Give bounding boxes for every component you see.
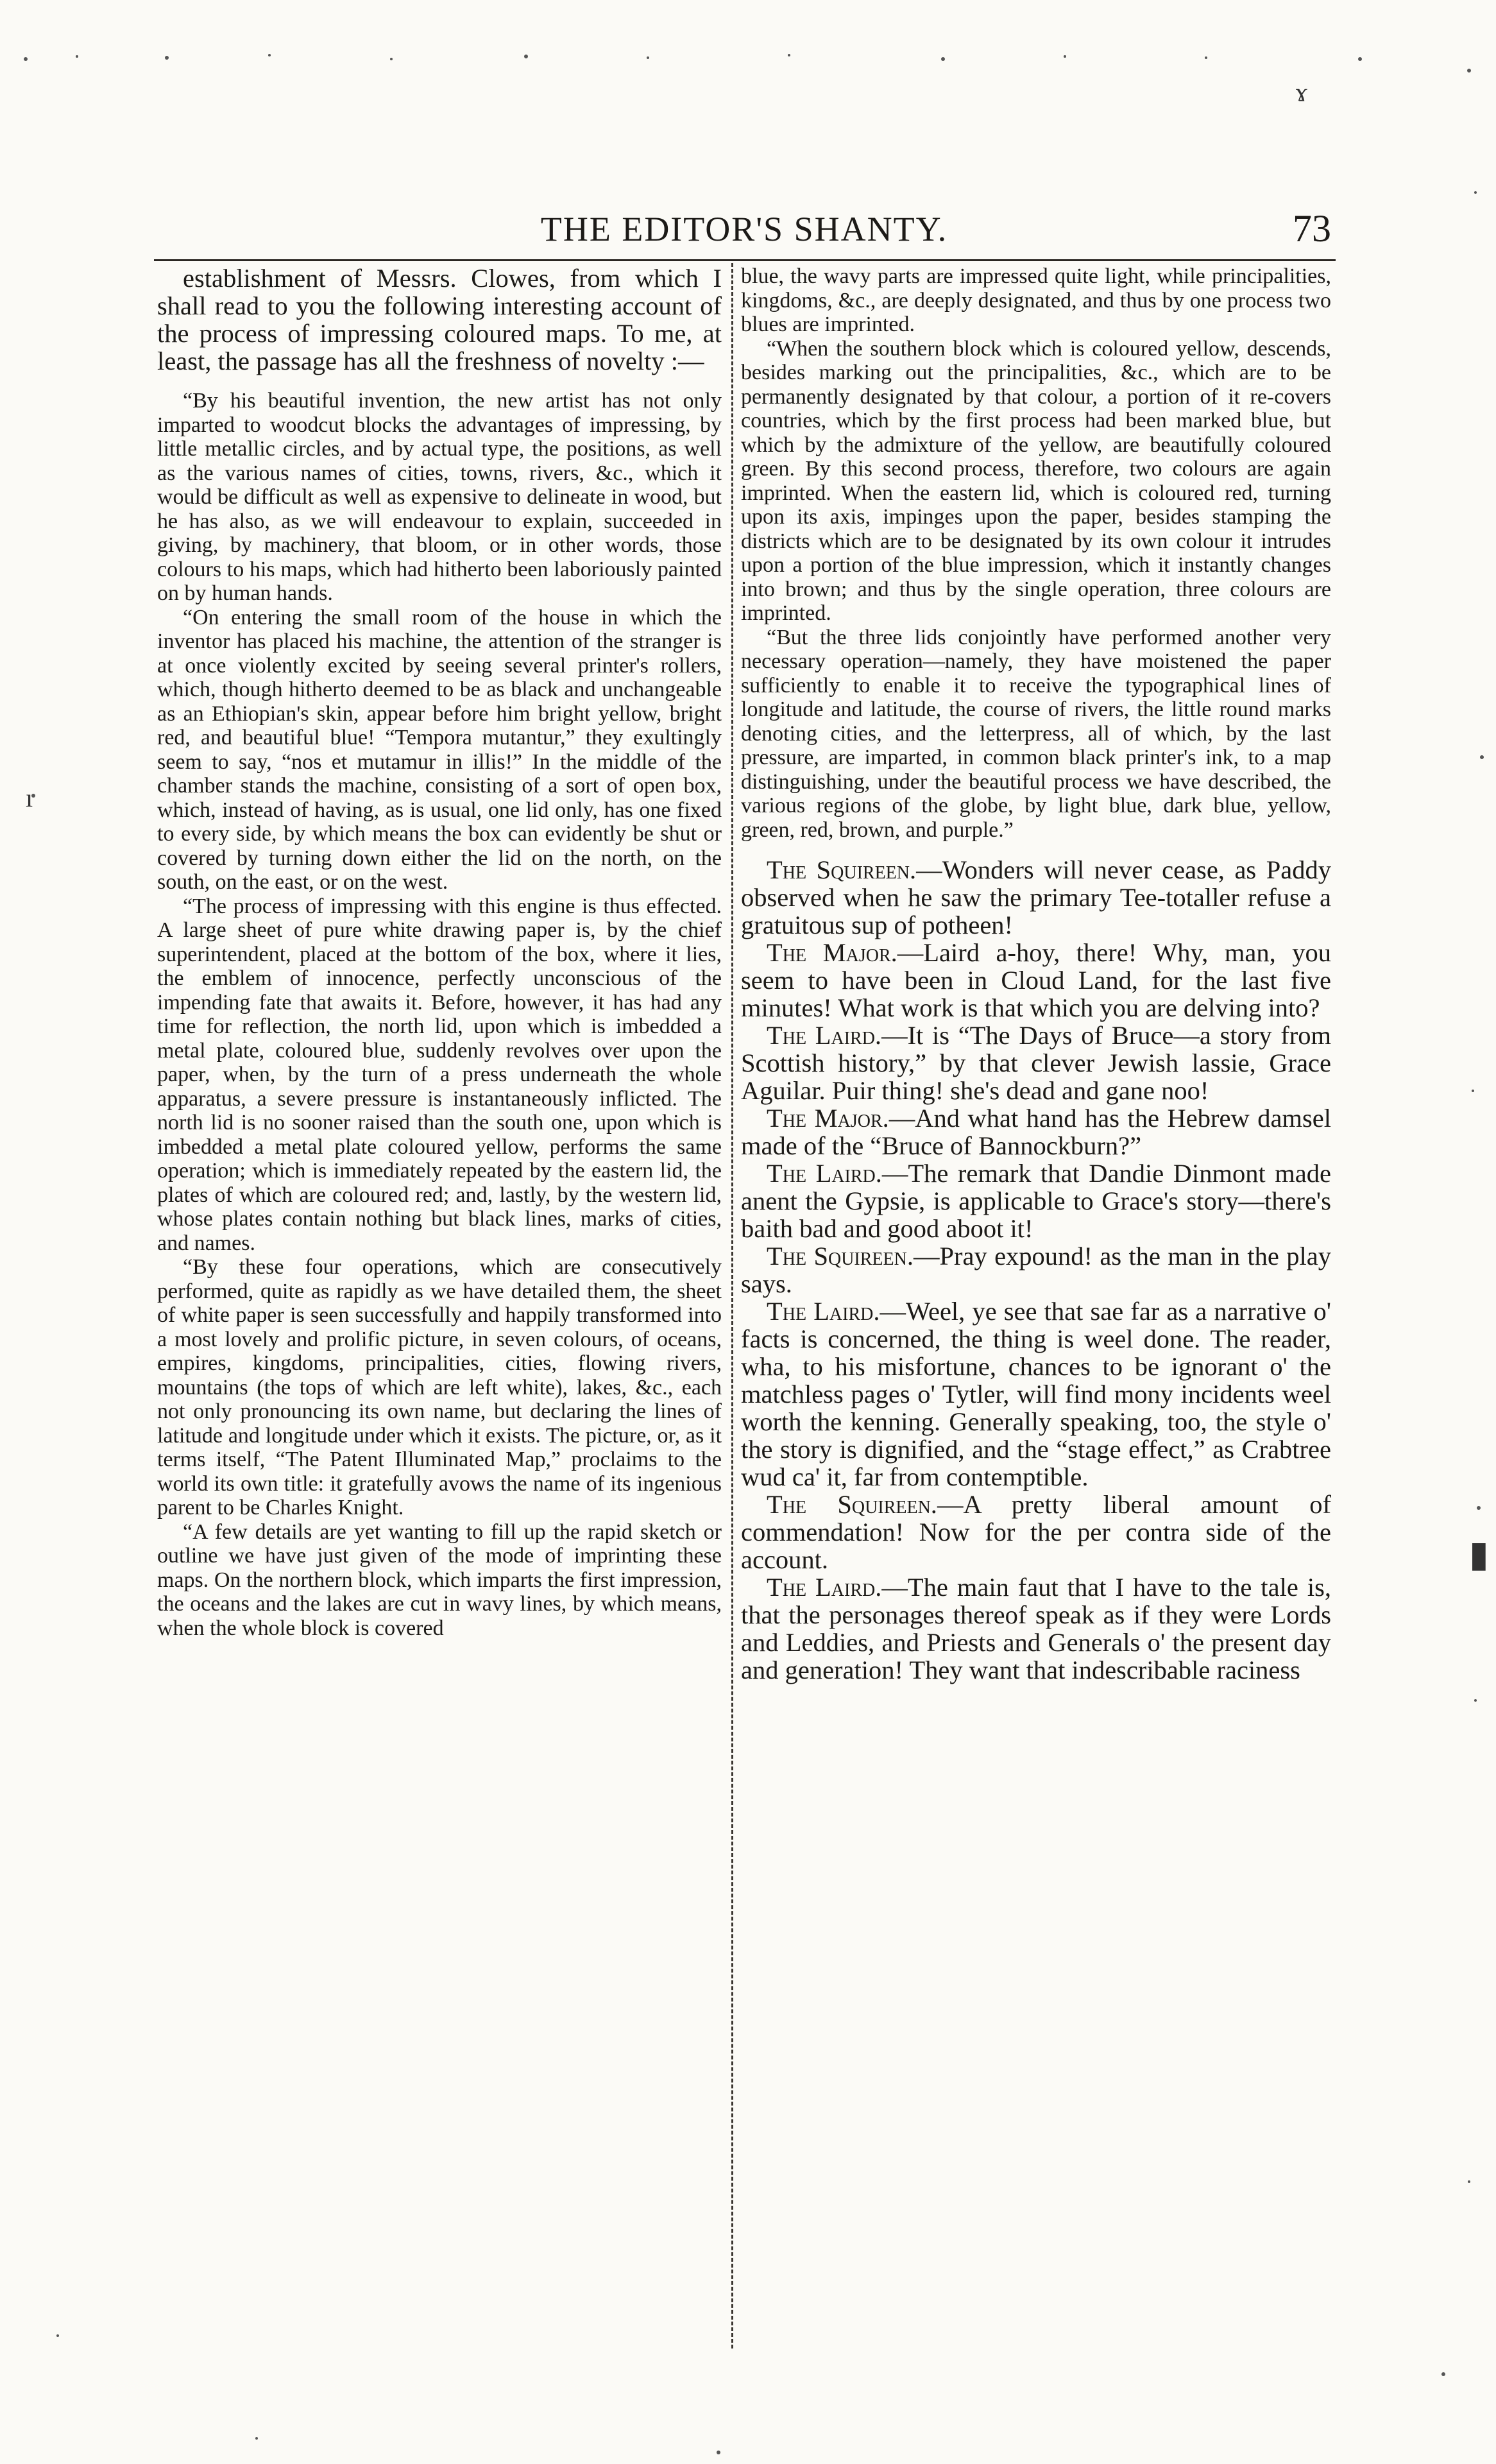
quote-paragraph: “By these four operations, which are consecutively performed, quite as rapidly as we have detailed them, the sheet of white paper is seen successfully and happily transformed into a most lovely and prolific picture, in seven colours, of oceans, empires, kingdoms, principalities, cities, flowing rivers, mountains (the tops of which are left white), lakes, &c., each not only pronouncing its own name, but declaring the lines of latitude and longitude under which it exists. The picture, or, as it terms itself, “The Patent Illuminated Map,” proclaims to the world its own title: it gratefully avows the name of its ingenious parent to be Charles Knight. [157, 1255, 722, 1519]
right-column [741, 264, 1331, 1684]
dialogue-paragraph [741, 1159, 1331, 1242]
header-rule [154, 259, 1336, 261]
margin-blot: ▮ [1469, 1535, 1489, 1575]
speech-text: —Pray expound! as the man in the play says. [741, 1242, 1331, 1298]
speaker-name: The Squireen. [767, 1242, 914, 1270]
page-header [157, 200, 1331, 258]
speech-text: —And what hand has the Hebrew damsel made of the “Bruce of Bannockburn?” [741, 1104, 1331, 1160]
quote-paragraph: “A few details are yet wanting to fill up the rapid sketch or outline we have just given of the mode of imprinting these maps. On the northern block, which imparts the first impression, the oceans and the lakes are cut in wavy lines, by which means, when the whole block is covered [157, 1519, 722, 1640]
quote-continuation: blue, the wavy parts are impressed quite light, while principalities, kingdoms, &c., are deeply designated, and thus by one process two blues are imprinted. [741, 264, 1331, 336]
speaker-name: The Laird. [767, 1159, 882, 1188]
running-title: THE EDITOR'S SHANTY. [540, 210, 948, 248]
speech-text: —Laird a-hoy, there! Why, man, you seem to have been in Cloud Land, for the last five minutes! What work is that which you are delving into? [741, 938, 1331, 1022]
margin-tick: ı [26, 783, 33, 812]
dialogue-paragraph [741, 1297, 1331, 1491]
speaker-name: The Major. [767, 938, 897, 967]
speech-text: —The main faut that I have to the tale is, that the personages thereof speak as if they were Lords and Leddies, and Priests and Generals o' the present day and generation! They want that indescribable raciness [741, 1573, 1331, 1684]
dialogue-paragraph [741, 856, 1331, 939]
dialogue-paragraph [741, 1104, 1331, 1159]
speaker-name: The Squireen. [767, 855, 917, 884]
quote-paragraph: “The process of impressing with this engine is thus effected. A large sheet of pure white drawing paper is, by the chief superintendent, placed at the bottom of the box, where it lies, the emblem of innocence, perfectly unconscious of the impending fate that awaits it. Before, however, it has had any time for reflection, the north lid, upon which is imbedded a metal plate, coloured blue, suddenly revolves over upon the paper, when, by the turn of a press underneath the whole apparatus, a severe pressure is instantaneously inflicted. The north lid is no sooner raised than the south one, upon which is imbedded a metal plate coloured yellow, performs the same operation; which is immediately repeated by the eastern lid, the plates of which are coloured red; and, lastly, by the western lid, whose plates contain nothing but black lines, marks of cities, and names. [157, 894, 722, 1255]
speaker-name: The Laird. [767, 1573, 882, 1602]
quote-paragraph: “But the three lids conjointly have performed another very necessary operation—namely, they have moistened the paper sufficiently to enable it to receive the typographical lines of longitude and latitude, the course of rivers, the little round marks denoting cities, and the letterpress, all of which, by the last pressure, are imparted, in common black printer's ink, to a map distinguishing, under the beautiful process we have described, the various regions of the globe, by light blue, dark blue, yellow, green, red, brown, and purple.” [741, 625, 1331, 842]
dialogue-paragraph [741, 1242, 1331, 1297]
quote-paragraph: “On entering the small room of the house in which the inventor has placed his machine, the attention of the stranger is at once violently excited by seeing several printer's rollers, which, though hitherto deemed to be as black and unchangeable as an Ethiopian's skin, appear before him bright yellow, bright red, and beautiful blue! “Tempora mutantur,” they exultingly seem to say, “nos et mutamur in illis!” In the middle of the chamber stands the machine, consisting of a sort of open box, which, instead of having, as is usual, one lid only, has one fixed to every side, by which means the box can evidently be shut or covered by turning down either the lid on the north, on the south, on the east, or on the west. [157, 605, 722, 894]
margin-mark: ɤ [1296, 78, 1307, 107]
dialogue-paragraph [741, 1022, 1331, 1104]
dialogue-paragraph [741, 939, 1331, 1022]
column-divider [731, 263, 733, 2348]
intro-paragraph: establishment of Messrs. Clowes, from which I shall read to you the following interesting account of the process of impressing coloured maps. To me, at least, the passage has all the freshness of novelty :— [157, 264, 722, 375]
dialogue-paragraph [741, 1491, 1331, 1573]
speech-text: —Weel, ye see that sae far as a narrative o' facts is concerned, the thing is weel done. The reader, wha, to his misfortune, chances to be ignorant o' the matchless pages o' Tytler, will find mony incidents weel worth the kenning. Generally speaking, too, the style o' the story is dignified, and the “stage effect,” as Crabtree wud ca' it, far from contemptible. [741, 1297, 1331, 1491]
page-number: 73 [1293, 207, 1331, 250]
speech-text: —The remark that Dandie Dinmont made anent the Gypsie, is applicable to Grace's story—there's baith bad and good aboot it! [741, 1159, 1331, 1243]
speaker-name: The Laird. [767, 1297, 880, 1326]
dialogue-paragraph [741, 1573, 1331, 1684]
speech-text: —Wonders will never cease, as Paddy observed when he saw the primary Tee-totaller refuse a gratuitous sup of potheen! [741, 855, 1331, 939]
speech-text: —It is “The Days of Bruce—a story from Scottish history,” by that clever Jewish lassie, Grace Aguilar. Puir thing! she's dead and gane noo! [741, 1021, 1331, 1105]
speech-text: —A pretty liberal amount of commendation! Now for the per contra side of the account. [741, 1490, 1331, 1574]
speaker-name: The Major. [767, 1104, 889, 1133]
quote-paragraph: “By his beautiful invention, the new artist has not only imparted to woodcut blocks the advantages of impressing, by little metallic circles, and by actual type, the positions, as well as the various names of cities, towns, rivers, &c., which it would be difficult as well as expensive to delineate in wood, but he has also, as we will endeavour to explain, succeeded in giving, by machinery, that bloom, or in other words, those colours to his maps, which had hitherto been laboriously painted on by human hands. [157, 389, 722, 605]
speaker-name: The Squireen. [767, 1490, 937, 1519]
speaker-name: The Laird. [767, 1021, 882, 1050]
left-column [157, 264, 722, 1640]
quote-paragraph: “When the southern block which is coloured yellow, descends, besides marking out the principalities, &c., which are to be permanently designated by that colour, a portion of it re-covers countries, which by the first process had been marked blue, but which by the admixture of the yellow, are beautifully coloured green. By this second process, therefore, two colours are again imprinted. When the eastern lid, which is coloured red, turning upon its axis, impinges upon the paper, besides stamping the districts which are to be designated by its own colour it intrudes upon a portion of the blue impression, which it instantly changes into brown; and thus by the single operation, three colours are imprinted. [741, 336, 1331, 625]
